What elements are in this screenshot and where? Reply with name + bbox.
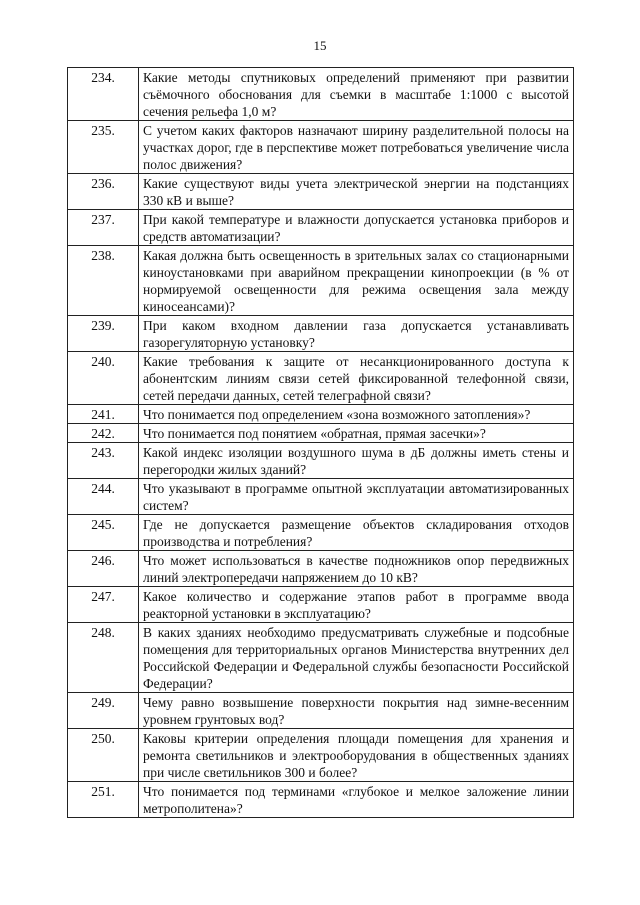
question-text: Чему равно возвышение поверхности покрытия над зимне-весенним уровнем грунтовых вод? <box>139 693 574 729</box>
question-number: 243. <box>68 443 139 479</box>
question-text: Где не допускается размещение объектов складирования отходов производства и потребления? <box>139 515 574 551</box>
question-row <box>68 316 574 352</box>
question-text: Что понимается под терминами «глубокое и мелкое заложение линии метрополитена»? <box>139 782 574 818</box>
question-row <box>68 210 574 246</box>
question-number: 234. <box>68 68 139 121</box>
question-number: 247. <box>68 587 139 623</box>
question-row <box>68 479 574 515</box>
question-text: Что понимается под понятием «обратная, прямая засечки»? <box>139 424 574 443</box>
question-number: 249. <box>68 693 139 729</box>
question-number: 251. <box>68 782 139 818</box>
question-number: 237. <box>68 210 139 246</box>
question-number: 235. <box>68 121 139 174</box>
questions-table <box>67 67 574 818</box>
question-number: 244. <box>68 479 139 515</box>
question-row <box>68 121 574 174</box>
question-number: 245. <box>68 515 139 551</box>
question-row <box>68 352 574 405</box>
question-text: Какой индекс изоляции воздушного шума в дБ должны иметь стены и перегородки жилых зданий? <box>139 443 574 479</box>
question-number: 250. <box>68 729 139 782</box>
question-row <box>68 174 574 210</box>
question-number: 240. <box>68 352 139 405</box>
question-number: 241. <box>68 405 139 424</box>
question-text: Что может использоваться в качестве подножников опор передвижных линий электропередачи напряжением до 10 кВ? <box>139 551 574 587</box>
question-row <box>68 424 574 443</box>
question-text: Каковы критерии определения площади помещения для хранения и ремонта светильников и электрооборудования в общественных зданиях при числе светильников 300 и более? <box>139 729 574 782</box>
question-row <box>68 246 574 316</box>
question-text: С учетом каких факторов назначают ширину разделительной полосы на участках дорог, где в перспективе может потребоваться увеличение числа полос движения? <box>139 121 574 174</box>
question-text: При каком входном давлении газа допускается устанавливать газорегуляторную установку? <box>139 316 574 352</box>
question-row <box>68 515 574 551</box>
question-text: Какое количество и содержание этапов работ в программе ввода реакторной установки в эксплуатацию? <box>139 587 574 623</box>
question-row <box>68 693 574 729</box>
question-row <box>68 551 574 587</box>
question-row <box>68 68 574 121</box>
question-text: При какой температуре и влажности допускается установка приборов и средств автоматизации? <box>139 210 574 246</box>
question-number: 242. <box>68 424 139 443</box>
question-number: 248. <box>68 623 139 693</box>
question-row <box>68 443 574 479</box>
page-number: 15 <box>313 38 327 53</box>
question-text: Какие методы спутниковых определений применяют при развитии съёмочного обоснования для съемки в масштабе 1:1000 с высотой сечения рельефа 1,0 м? <box>139 68 574 121</box>
question-row <box>68 405 574 424</box>
question-text: Что понимается под определением «зона возможного затопления»? <box>139 405 574 424</box>
question-number: 239. <box>68 316 139 352</box>
question-text: Какие существуют виды учета электрической энергии на подстанциях 330 кВ и выше? <box>139 174 574 210</box>
question-row <box>68 587 574 623</box>
question-number: 246. <box>68 551 139 587</box>
question-text: Что указывают в программе опытной эксплуатации автоматизированных систем? <box>139 479 574 515</box>
question-number: 236. <box>68 174 139 210</box>
question-row <box>68 623 574 693</box>
question-row <box>68 782 574 818</box>
question-text: В каких зданиях необходимо предусматривать служебные и подсобные помещения для территориальных органов Министерства внутренних дел Российской Федерации и Федеральной службы безопасности Российской Федерации? <box>139 623 574 693</box>
question-number: 238. <box>68 246 139 316</box>
question-text: Какая должна быть освещенность в зрительных залах со стационарными киноустановками при аварийном прекращении кинопроекции (в % от нормируемой освещенности для режима освещения зала между киносеансами)? <box>139 246 574 316</box>
question-row <box>68 729 574 782</box>
question-text: Какие требования к защите от несанкционированного доступа к абонентским линиям связи сетей фиксированной телефонной связи, сетей передачи данных, сетей телеграфной связи? <box>139 352 574 405</box>
